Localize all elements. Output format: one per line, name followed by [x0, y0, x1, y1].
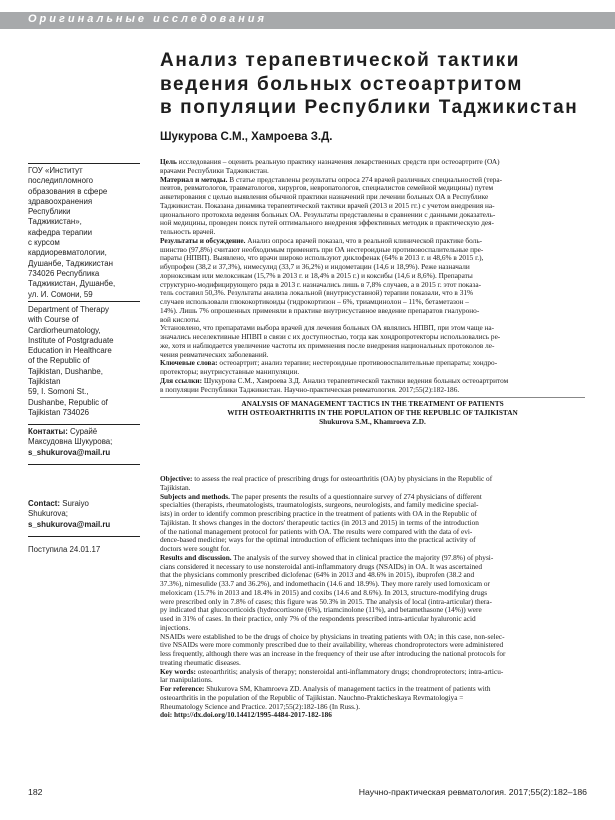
abstract-line: [160, 536, 585, 545]
contact-label: Контакты:: [28, 427, 68, 436]
abstract-text: Анализ опроса врачей показал, что в реальной клинической практике боль-: [245, 236, 483, 245]
abstract-line: [160, 659, 585, 668]
abstract-text: тель составил 50,3%. Результаты анализа локальной (внутрисуставной) терапии показали, что в 31%: [160, 289, 474, 298]
abstract-heading: For reference:: [160, 685, 205, 693]
abstract-text: параты (НПВП). Выявлено, что врачи широко используют диклофенак (64% в 2013 г. и 48,6% в 2015 г.),: [160, 254, 484, 263]
abstract-line: [160, 475, 585, 484]
abstract-text: Tajikistan.: [160, 483, 191, 492]
affiliation-line: Institute of Postgraduate: [28, 335, 114, 345]
affiliation-line: 59, I. Somoni St.,: [28, 387, 89, 397]
affiliation-line: Cardiorheumatology,: [28, 325, 101, 335]
abstract-text: шинство (97,8%) считают необходимым применять при ОА нестероидные противовоспалительные пре-: [160, 245, 484, 254]
abstract-line: [160, 545, 585, 554]
abstract-line: [160, 237, 585, 246]
abstract-line: [160, 254, 585, 263]
abstract-line: [160, 342, 585, 351]
abstract-line: [160, 711, 585, 720]
abstract-text: случаев использовали глюкокортикоиды (гидрокортизон – 6%, триамцинолон – 11%, бетаметазон –: [160, 298, 469, 306]
abstract-text: treating rheumatic diseases.: [160, 658, 241, 667]
abstract-heading: Результаты и обсуждение.: [160, 236, 246, 245]
affiliation-line: последипломного: [28, 176, 94, 186]
abstract-text: used in 31% of cases. In their practice, only 7% of the respondents prescribed intra-articular hyaluronic acid: [160, 615, 476, 623]
title-line: ведения больных остеоартритом: [160, 73, 524, 95]
abstract-line: [160, 685, 585, 694]
abstract-line: [160, 676, 585, 685]
abstract-line: [160, 246, 585, 255]
abstract-line: [160, 563, 585, 572]
abstract-text: ной медицины, проведен поиск путей оптимального внедрения эффективных методик в практическую дея-: [160, 219, 494, 228]
abstract-text: lar manipulations.: [160, 676, 213, 685]
affiliation-line: Душанбе, Таджикистан: [28, 258, 113, 268]
abstract-line: [160, 589, 585, 598]
abstract-text: 37.3%), nimesulide (33.7 and 36.2%), and indomethacin (14.6 and 18.9%). They more rarely used lornoxicam or: [160, 580, 490, 588]
affiliation-line: with Course of: [28, 315, 79, 325]
affiliation-line: ул. И. Сомони, 59: [28, 289, 93, 299]
sidebar-rule: [28, 163, 140, 164]
abstract-heading: doi: http://dx.doi.org/10.14412/1995-4484-2017-182-186: [160, 711, 332, 720]
affiliation-line: с курсом: [28, 238, 60, 248]
abstract-line: [160, 493, 585, 502]
contact-label: Contact:: [28, 499, 60, 508]
abstract-text: ционального протокола ведения больных ОА. Результаты представлены в сравнении с данными доказатель-: [160, 210, 496, 219]
affiliation-line: Tajikistan: [28, 377, 61, 387]
contact-line: [28, 499, 140, 509]
affiliation-line: of the Republic of: [28, 356, 90, 366]
contacts-ru: [28, 427, 140, 458]
abstract-line: [160, 368, 585, 377]
page-number: 182: [28, 787, 43, 797]
abstract-text: of the national management protocol for patients with OA. The results were compared with the data of evi-: [160, 527, 473, 536]
affiliation-line: Tajikistan, Dushanbe,: [28, 366, 104, 376]
contact-en: [28, 499, 140, 530]
affiliation-en: [28, 305, 140, 418]
abstract-line: [160, 228, 585, 237]
abstract-text: Установлено, что препаратами выбора врачей для лечения больных ОА являлись НПВП, при этом чаще на-: [160, 324, 495, 333]
english-title-line: ANALYSIS OF MANAGEMENT TACTICS IN THE TREATMENT OF PATIENTS: [241, 400, 504, 408]
abstract-text: osteoarthritis; analysis of therapy; nonsteroidal anti-inflammatory drugs; chondroprotectors; intra-articu-: [195, 667, 504, 676]
abstract-text: тельность врачей.: [160, 228, 216, 236]
english-title: [160, 400, 585, 426]
abstract-text: The analysis of the survey showed that in clinical practice the majority (97.8%) of physi-: [231, 553, 494, 562]
abstract-line: [160, 193, 585, 202]
affiliation-ru: [28, 166, 140, 300]
abstract-heading: Key words:: [160, 667, 196, 676]
abstract-text: ists) in order to identify common prescribing practice in the treatment of patients with OA in the Republic of: [160, 510, 477, 518]
abstract-line: [160, 624, 585, 633]
affiliation-line: Department of Therapy: [28, 305, 109, 314]
received-date: Поступила 24.01.17: [28, 545, 101, 554]
journal-reference: Научно-практическая ревматология. 2017;55(2):182–186: [358, 787, 587, 797]
abstract-text: В статье представлены результаты опроса 274 врачей различных специальностей (тера-: [227, 175, 503, 184]
abstract-text: less frequently, although there was an increase in the frequency of their use after introducing the national protocols for: [160, 650, 506, 658]
abstract-line: [160, 272, 585, 281]
abstract-line: [160, 359, 585, 368]
abstract-text: injections.: [160, 623, 191, 632]
contact-name: Suraiyo: [60, 499, 89, 508]
sidebar-rule: [28, 301, 140, 302]
email-link[interactable]: s_shukurova@mail.ru: [28, 519, 111, 529]
abstract-heading: Ключевые слова:: [160, 359, 218, 368]
abstract-heading: Objective:: [160, 475, 193, 483]
abstract-text: же, хотя и наблюдается увеличение частоты их применения после внедрения национальных протоколов ле-: [160, 341, 495, 350]
abstract-text: структурно-модифицирующего ряда в 2013 г. назначались лишь в 7,8% случаев, а в 2015 г. этот показа-: [160, 280, 482, 289]
abstract-line: [160, 263, 585, 272]
sidebar-rule: [28, 424, 140, 425]
abstract-text: остеоартрит; анализ терапии; нестероидные противовоспалительные препараты; хондро-: [217, 359, 498, 368]
abstract-text: Shukurova SM, Khamroeva ZD. Analysis of management tactics in the treatment of patients with: [204, 685, 491, 693]
abstract-line: [160, 377, 585, 386]
abstract-line: [160, 703, 585, 712]
title-line: Анализ терапевтической тактики: [160, 50, 521, 71]
abstract-line: [160, 219, 585, 228]
abstract-line: [160, 606, 585, 615]
abstract-heading: Цель: [160, 158, 177, 166]
abstract-line: [160, 184, 585, 193]
abstract-line: [160, 519, 585, 528]
contact-name: Сурайё: [67, 427, 98, 436]
affiliation-line: Таджикистан»,: [28, 217, 82, 227]
abstract-heading: Subjects and methods.: [160, 492, 230, 501]
english-title-line: WITH OSTEOARTHRITIS IN THE POPULATION OF THE REPUBLIC OF TAJIKISTAN: [227, 408, 518, 417]
abstract-line: [160, 307, 585, 316]
abstract-text: Шукурова С.М., Хамроева З.Д. Анализ терапевтической тактики ведения больных остеоартритом: [202, 376, 509, 385]
abstract-line: [160, 351, 585, 360]
affiliation-line: 734026 Республика: [28, 268, 100, 278]
sidebar-rule: [28, 464, 140, 465]
abstract-text: doctors were sought for.: [160, 545, 231, 553]
abstract-divider: [160, 397, 585, 398]
abstract-line: [160, 633, 585, 642]
section-label: Оригинальные исследования: [28, 13, 267, 25]
abstract-line: [160, 668, 585, 677]
abstract-line: [160, 211, 585, 220]
abstract-line: [160, 167, 585, 176]
abstract-text: ибупрофен (38,2 и 37,3%), нимесулид (33,7 и 36,2%) и индометацин (14,6 и 18,9%). Реже назначали: [160, 263, 470, 271]
abstract-text: to assess the real practice of prescribing drugs for osteoarthritis (OA) by physicians in the Republic of: [192, 475, 493, 483]
affiliation-line: Dushanbe, Republic of: [28, 397, 108, 407]
abstract-line: [160, 694, 585, 703]
abstract-line: [160, 158, 585, 167]
abstract-ru: [160, 158, 585, 394]
contact-line: Максудовна Шукурова;: [28, 437, 113, 447]
contact-line: Shukurova;: [28, 509, 68, 519]
abstract-text: cians considered it necessary to use nonsteroidal anti-inflammatory drugs (NSAIDs) in OA. It was ascertained: [160, 562, 482, 571]
abstract-text: py indicated that glucocorticoids (hydrocortisone (6%), triamcinolone (11%), and betamethasone (14%)) were: [160, 606, 482, 615]
affiliation-line: образования в сфере: [28, 186, 108, 196]
abstract-line: [160, 580, 585, 589]
abstract-line: [160, 554, 585, 563]
abstract-line: [160, 316, 585, 325]
abstract-line: [160, 598, 585, 607]
abstract-line: [160, 333, 585, 342]
affiliation-line: ГОУ «Институт: [28, 166, 83, 175]
abstract-line: [160, 501, 585, 510]
affiliation-line: кардиоревматологии,: [28, 248, 107, 258]
abstract-line: [160, 484, 585, 493]
abstract-en: [160, 475, 585, 720]
abstract-line: [160, 650, 585, 659]
email-link[interactable]: s_shukurova@mail.ru: [28, 447, 111, 457]
abstract-text: врачами Республики Таджикистан.: [160, 166, 269, 175]
title-line: в популяции Республики Таджикистан: [160, 97, 579, 118]
abstract-text: исследования – оценить реальную практику назначения лекарственных средств при остеоартрите (ОА): [176, 158, 500, 166]
abstract-line: [160, 641, 585, 650]
abstract-text: Rheumatology Science and Practice. 2017;55(2):182-186 (In Russ.).: [160, 702, 361, 711]
affiliation-line: здравоохранения: [28, 196, 93, 206]
abstract-text: чения ревматических заболеваний.: [160, 350, 269, 359]
abstract-line: [160, 289, 585, 298]
abstract-line: [160, 324, 585, 333]
sidebar-rule: [28, 536, 140, 537]
abstract-text: meloxicam (15.7% in 2013 and 18.4% in 2015) and coxibs (14.6 and 8.6%). In 2013, structure-modifying drugs: [160, 588, 488, 597]
abstract-text: osteoarthritis in the population of the Republic of Tajikistan. Nauchno-Prakticheskaya Revmatologiya =: [160, 693, 464, 702]
abstract-line: [160, 298, 585, 307]
abstract-text: Таджикистан. Показана динамика терапевтической тактики врачей (2013 и 2015 гг.) с учетом внедрения на-: [160, 201, 495, 210]
abstract-text: протекторы; внутрисуставные манипуляции.: [160, 368, 300, 376]
abstract-text: в популяции Республики Таджикистан. Научно-практическая ревматология. 2017;55(2):182-186.: [160, 385, 460, 394]
affiliation-line: Республики: [28, 207, 71, 217]
abstract-text: вой кислоты.: [160, 315, 201, 324]
abstract-text: tive NSAIDs were more commonly prescribed due to their availability, whereas chondroprotectors were administered: [160, 641, 504, 650]
abstract-line: [160, 528, 585, 537]
abstract-line: [160, 615, 585, 624]
english-authors: Shukurova S.M., Khamroeva Z.D.: [319, 417, 426, 426]
abstract-text: Tajikistan. It shows changes in the doctors' therapeutic tactics (in 2013 and 2015) in terms of the introduction: [160, 518, 479, 527]
abstract-line: [160, 510, 585, 519]
abstract-heading: Для ссылки:: [160, 376, 202, 385]
affiliation-line: кафедра терапии: [28, 227, 93, 237]
abstract-text: анкетирования с целью выявления обычной практики назначений при лечении больных ОА в Республике: [160, 193, 489, 201]
abstract-text: specialties (therapists, rheumatologists, traumatologists, surgeons, neurologists, and family medicine special-: [160, 501, 479, 510]
abstract-heading: Results and discussion.: [160, 553, 232, 562]
abstract-text: dence-based medicine; ways for the optimal introduction of efficient techniques into the practical activity of: [160, 536, 476, 545]
abstract-text: певтов, ревматологов, травматологов, хирургов, невропатологов, специалистов семейной медицины) путем: [160, 184, 494, 193]
article-title: [160, 49, 580, 120]
abstract-text: значались неселективные НПВП в связи с их доступностью, тогда как хондропротекторы использовались ре-: [160, 333, 501, 341]
abstract-line: [160, 281, 585, 290]
abstract-line: [160, 202, 585, 211]
affiliation-line: Tajikistan 734026: [28, 407, 89, 417]
affiliation-line: Education in Healthcare: [28, 346, 112, 356]
abstract-line: [160, 386, 585, 395]
abstract-line: [160, 571, 585, 580]
abstract-text: 14%). Лишь 7% опрошенных применяли в практике внутрисуставное введение препаратов гиалуроно-: [160, 306, 480, 315]
abstract-text: were prescribed only in 7.8% of cases; this figure was 50.3% in 2015. The analysis of local (intra-articular) thera-: [160, 597, 492, 606]
abstract-heading: Материал и методы.: [160, 175, 228, 184]
abstract-text: that the physicians commonly prescribed diclofenac (64% in 2013 and 48.6% in 2015), ibuprofen (38.2 and: [160, 571, 475, 580]
affiliation-line: Таджикистан, Душанбе,: [28, 279, 116, 289]
abstract-text: The paper presents the results of a questionnaire survey of 274 physicians of different: [229, 492, 482, 501]
authors: Шукурова С.М., Хамроева З.Д.: [160, 131, 333, 143]
contact-line: [28, 427, 140, 437]
abstract-text: NSAIDs were established to be the drugs of choice by physicians in treating patients with OA; in this case, non-selec-: [160, 632, 505, 641]
abstract-text: лорноксикам или мелоксикам (15,7% в 2013 г. и 18,4% в 2015 г.) и коксибы (14,6 и 8,6%). Препараты: [160, 271, 473, 280]
abstract-line: [160, 176, 585, 185]
